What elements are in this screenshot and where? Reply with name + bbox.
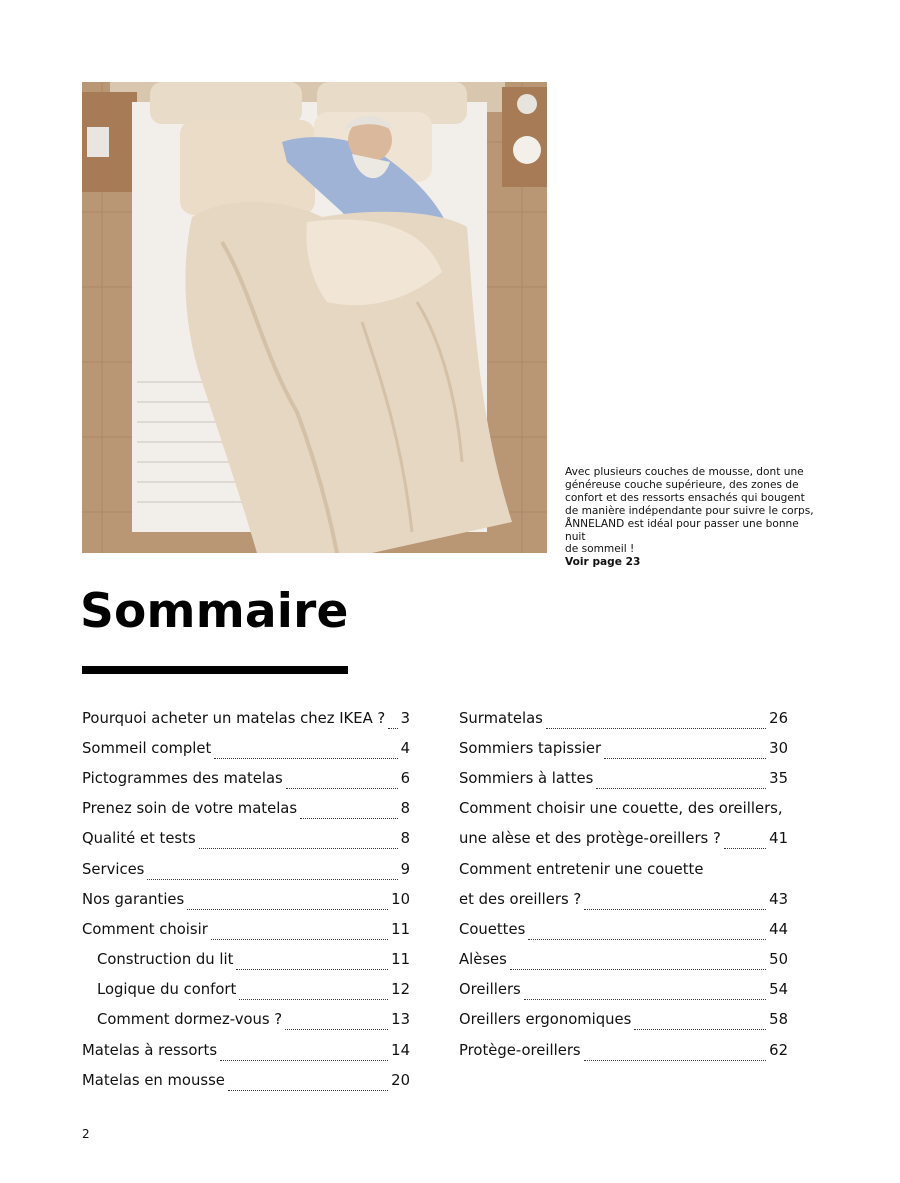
toc-entry[interactable] (82, 1035, 410, 1065)
bedroom-illustration (82, 82, 547, 553)
page-title: Sommaire (80, 584, 349, 639)
toc-dot-leader (286, 772, 398, 789)
toc-entry[interactable] (82, 884, 410, 914)
toc-dot-leader (584, 1044, 767, 1061)
toc-entry-label: Nos garanties (82, 890, 185, 908)
toc-entry-page: 9 (400, 860, 410, 878)
toc-dot-leader (634, 1013, 766, 1030)
toc-entry-page: 44 (769, 920, 788, 938)
toc-entry[interactable] (82, 703, 410, 733)
toc-entry-label: Protège-oreillers (459, 1041, 581, 1059)
title-underline (82, 666, 348, 674)
toc-dot-leader (236, 953, 388, 970)
toc-dot-leader (724, 832, 766, 849)
toc-entry-page: 11 (391, 920, 410, 938)
toc-entry-page: 26 (769, 709, 788, 727)
toc-dot-leader (199, 832, 398, 849)
toc-entry-page: 6 (400, 769, 410, 787)
toc-entry-page: 4 (400, 739, 410, 757)
toc-entry[interactable] (82, 914, 410, 944)
toc-entry[interactable] (82, 824, 410, 854)
toc-entry[interactable] (459, 914, 788, 944)
toc-dot-leader (211, 923, 388, 940)
toc-entry-label: Matelas en mousse (82, 1071, 225, 1089)
toc-dot-leader (584, 893, 766, 910)
toc-entry-label: Prenez soin de votre matelas (82, 800, 298, 818)
toc-entry-page: 13 (391, 1011, 410, 1029)
toc-entry-label: Comment choisir une couette, des oreillers, (459, 800, 783, 818)
toc-entry-label: Oreillers (459, 981, 521, 999)
bedroom-photo (82, 82, 547, 553)
toc-entry-page: 30 (769, 739, 788, 757)
caption-text: Avec plusieurs couches de mousse, dont une généreuse couche supérieure, des zones de confort et des ressorts ensachés qui bougent de manière indépendante pour suivre le corps, ÅNNELAND est idéal pour passer une bonne nuit de sommeil ! (565, 466, 814, 556)
toc-entry-label: Couettes (459, 920, 526, 938)
toc-entry-label: Sommeil complet (82, 739, 212, 757)
toc-entry[interactable] (82, 794, 410, 824)
toc-dot-leader (596, 772, 766, 789)
toc-entry[interactable] (459, 975, 788, 1005)
toc-entry-label: Sommiers tapissier (459, 739, 602, 757)
toc-entry-page: 58 (769, 1011, 788, 1029)
toc-entry[interactable] (82, 733, 410, 763)
toc-entry[interactable] (82, 975, 410, 1005)
toc-entry-page: 54 (769, 981, 788, 999)
toc-entry-label: Pictogrammes des matelas (82, 769, 283, 787)
toc-dot-leader (214, 742, 397, 759)
toc-entry-page: 62 (769, 1041, 788, 1059)
toc-entry-page: 8 (400, 830, 410, 848)
toc-dot-leader (510, 953, 766, 970)
toc-entry-page: 41 (769, 830, 788, 848)
caption-page-reference[interactable]: Voir page 23 (565, 556, 641, 569)
toc-dot-leader (604, 742, 766, 759)
toc-entry-label: une alèse et des protège-oreillers ? (459, 830, 721, 848)
toc-entry[interactable] (82, 763, 410, 793)
toc-dot-leader (147, 863, 397, 880)
toc-entry[interactable] (459, 1005, 788, 1035)
toc-dot-leader (220, 1044, 388, 1061)
toc-entry[interactable] (459, 794, 788, 824)
toc-entry-label: Surmatelas (459, 709, 543, 727)
toc-entry-label: Services (82, 860, 145, 878)
toc-entry-label: Sommiers à lattes (459, 769, 594, 787)
toc-entry-label: Pourquoi acheter un matelas chez IKEA ? (82, 709, 386, 727)
toc-dot-leader (285, 1013, 388, 1030)
toc-dot-leader (228, 1074, 388, 1091)
toc-entry[interactable] (459, 824, 788, 854)
toc-entry-label: Logique du confort (97, 981, 237, 999)
toc-dot-leader (524, 983, 766, 1000)
toc-entry-label: Matelas à ressorts (82, 1041, 218, 1059)
toc-entry-page: 43 (769, 890, 788, 908)
toc-entry-page: 3 (400, 709, 410, 727)
toc-right-column (459, 703, 788, 1065)
toc-entry-page: 12 (391, 981, 410, 999)
toc-entry-page: 11 (391, 951, 410, 969)
toc-entry[interactable] (82, 1005, 410, 1035)
photo-caption (565, 466, 815, 569)
toc-entry-label: Comment entretenir une couette (459, 860, 704, 878)
toc-entry[interactable] (459, 733, 788, 763)
toc-entry[interactable] (459, 884, 788, 914)
toc-entry-label: et des oreillers ? (459, 890, 582, 908)
toc-entry[interactable] (459, 703, 788, 733)
toc-dot-leader (546, 712, 766, 729)
toc-entry-page: 20 (391, 1071, 410, 1089)
toc-entry-label: Construction du lit (97, 951, 234, 969)
toc-dot-leader (187, 893, 388, 910)
toc-dot-leader (300, 802, 397, 819)
toc-dot-leader (239, 983, 388, 1000)
toc-entry-page: 50 (769, 951, 788, 969)
toc-dot-leader (528, 923, 766, 940)
page-number: 2 (82, 1127, 90, 1141)
toc-entry[interactable] (82, 1065, 410, 1095)
toc-entry[interactable] (459, 1035, 788, 1065)
toc-entry[interactable] (459, 945, 788, 975)
toc-dot-leader (388, 712, 397, 729)
toc-entry-label: Alèses (459, 951, 507, 969)
toc-left-column (82, 703, 410, 1095)
toc-entry[interactable] (82, 945, 410, 975)
toc-entry-page: 10 (391, 890, 410, 908)
toc-entry-label: Comment choisir (82, 920, 208, 938)
toc-entry-page: 8 (400, 800, 410, 818)
toc-entry-label: Oreillers ergonomiques (459, 1011, 632, 1029)
toc-entry-label: Qualité et tests (82, 830, 196, 848)
toc-entry-page: 14 (391, 1041, 410, 1059)
toc-entry-page: 35 (769, 769, 788, 787)
toc-entry[interactable] (459, 854, 788, 884)
toc-entry[interactable] (82, 854, 410, 884)
toc-entry-label: Comment dormez-vous ? (97, 1011, 283, 1029)
toc-entry[interactable] (459, 763, 788, 793)
